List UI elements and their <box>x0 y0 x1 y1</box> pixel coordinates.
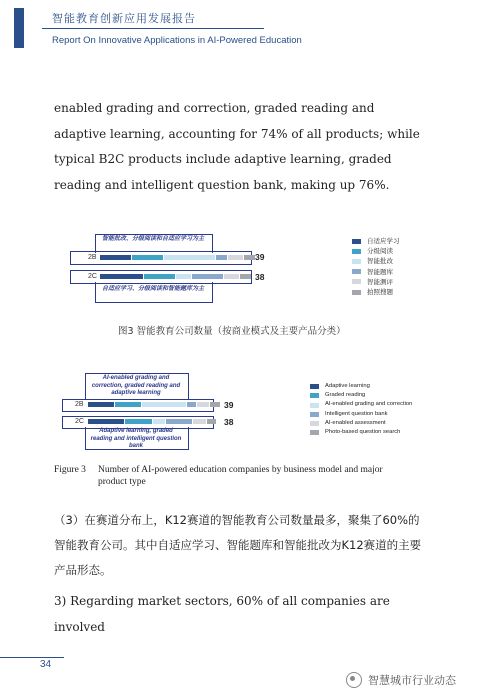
legend-label: Adaptive learning <box>325 383 370 389</box>
legend-swatch <box>352 290 361 295</box>
callout-box-2b-en <box>85 373 189 400</box>
figure-caption-en <box>54 464 434 488</box>
total-2c-en: 38 <box>224 417 234 427</box>
bar-segment <box>176 274 191 279</box>
legend-label: Graded reading <box>325 392 366 399</box>
legend-label: 拍照搜题 <box>367 288 393 297</box>
row-label-2b: 2B <box>88 254 97 261</box>
legend-label: Intelligent question bank <box>325 410 388 417</box>
legend-item <box>352 236 400 246</box>
legend-item <box>310 419 412 428</box>
legend-item <box>310 400 412 409</box>
bar-segment <box>240 274 251 279</box>
legend-en <box>310 382 412 437</box>
legend-zh <box>352 236 400 297</box>
body-paragraph-en: enabled grading and correction, graded reading and adaptive learning, accounting for 74% of all products; while typical B2C products include adaptive learning, graded reading and intelligent question bank, making up 76%. <box>54 101 420 192</box>
legend-label: 智能题库 <box>367 267 393 276</box>
bar-segment <box>207 419 216 424</box>
figure-caption-zh: 图3 智能教育公司数量（按商业模式及主要产品分类） <box>118 326 346 337</box>
legend-swatch <box>352 269 361 274</box>
callout-2b-en: AI-enabled grading and correction, graded reading and adaptive learning <box>91 375 181 396</box>
bar-segment <box>115 402 141 407</box>
total-2c-zh: 38 <box>255 272 265 282</box>
bar-segment <box>142 402 185 407</box>
figure-caption-line1: Number of AI-powered education companies by business model and major <box>98 465 383 475</box>
watermark <box>346 672 456 688</box>
total-2b-en: 39 <box>224 400 234 410</box>
figure-caption-line2: product type <box>98 477 146 487</box>
total-2b-zh: 39 <box>255 252 265 262</box>
legend-item <box>352 287 400 297</box>
legend-item <box>352 267 400 277</box>
figure-caption-number: Figure 3 <box>54 465 86 475</box>
legend-swatch <box>310 430 319 435</box>
legend-label: 自适应学习 <box>367 237 400 245</box>
row-label-2b-en: 2B <box>75 401 84 408</box>
bar-segment <box>88 419 124 424</box>
legend-item <box>310 382 412 391</box>
callout-2b-zh: 智能批改、分级阅读和自适应学习为主 <box>101 236 204 242</box>
header-divider <box>42 28 264 29</box>
callout-2c-zh: 自适应学习、分级阅读和智能题库为主 <box>101 286 204 292</box>
legend-label: 智能测评 <box>367 277 393 286</box>
wechat-icon <box>346 672 362 688</box>
bar-segment <box>187 402 196 407</box>
legend-label: 智能批改 <box>367 257 393 266</box>
legend-label: 分级阅读 <box>367 247 393 256</box>
page-number: 34 <box>40 659 52 670</box>
figure-zh <box>0 228 493 308</box>
legend-label: AI-enabled grading and correction <box>325 401 413 408</box>
bar-segment <box>244 255 255 260</box>
legend-item <box>352 256 400 266</box>
bar-segment <box>153 419 166 424</box>
bar-segment <box>166 419 192 424</box>
watermark-text: 智慧城市行业动态 <box>368 674 456 687</box>
bar-segment <box>100 255 131 260</box>
legend-swatch <box>352 239 361 244</box>
legend-swatch <box>310 384 319 389</box>
body-paragraph-zh: （3）在赛道分布上，K12赛道的智能教育公司数量最多，聚集了60%的智能教育公司。其中自适应学习、智能题库和智能批改为K12赛道的主要产品形态。 <box>54 513 422 577</box>
figure-en <box>0 370 493 470</box>
body-paragraph-en-2: 3) Regarding market sectors, 60% of all companies are involved <box>54 594 390 634</box>
legend-label: AI-enabled assessment <box>325 419 386 426</box>
callout-2c-en: Adaptive learning, graded reading and intelligent question bank <box>90 428 182 449</box>
bar-segment <box>193 419 206 424</box>
legend-item <box>310 410 412 419</box>
legend-swatch <box>310 421 319 426</box>
bar-segment <box>224 274 239 279</box>
header-accent-bar <box>14 8 24 48</box>
report-title-en: Report On Innovative Applications in AI-Powered Education <box>52 35 302 46</box>
legend-item <box>352 246 400 256</box>
bar-segment <box>125 419 151 424</box>
legend-item <box>352 277 400 287</box>
legend-swatch <box>352 259 361 264</box>
row-label-2c: 2C <box>88 273 97 280</box>
bar-segment <box>144 274 175 279</box>
bar-segment <box>164 255 215 260</box>
bar-segment <box>210 402 219 407</box>
footer-divider <box>0 657 64 658</box>
bar-segment <box>192 274 223 279</box>
bar-segment <box>197 402 210 407</box>
row-label-2c-en: 2C <box>75 418 84 425</box>
legend-item <box>310 391 412 400</box>
bar-segment <box>228 255 243 260</box>
legend-item <box>310 428 412 437</box>
legend-swatch <box>310 403 319 408</box>
legend-label: Photo-based question search <box>325 429 401 436</box>
legend-swatch <box>352 249 361 254</box>
legend-swatch <box>352 279 361 284</box>
bar-segment <box>216 255 227 260</box>
legend-swatch <box>310 393 319 398</box>
report-title-zh: 智能教育创新应用发展报告 <box>52 12 196 25</box>
legend-swatch <box>310 412 319 417</box>
bar-segment <box>132 255 163 260</box>
bar-segment <box>88 402 114 407</box>
bar-segment <box>100 274 143 279</box>
